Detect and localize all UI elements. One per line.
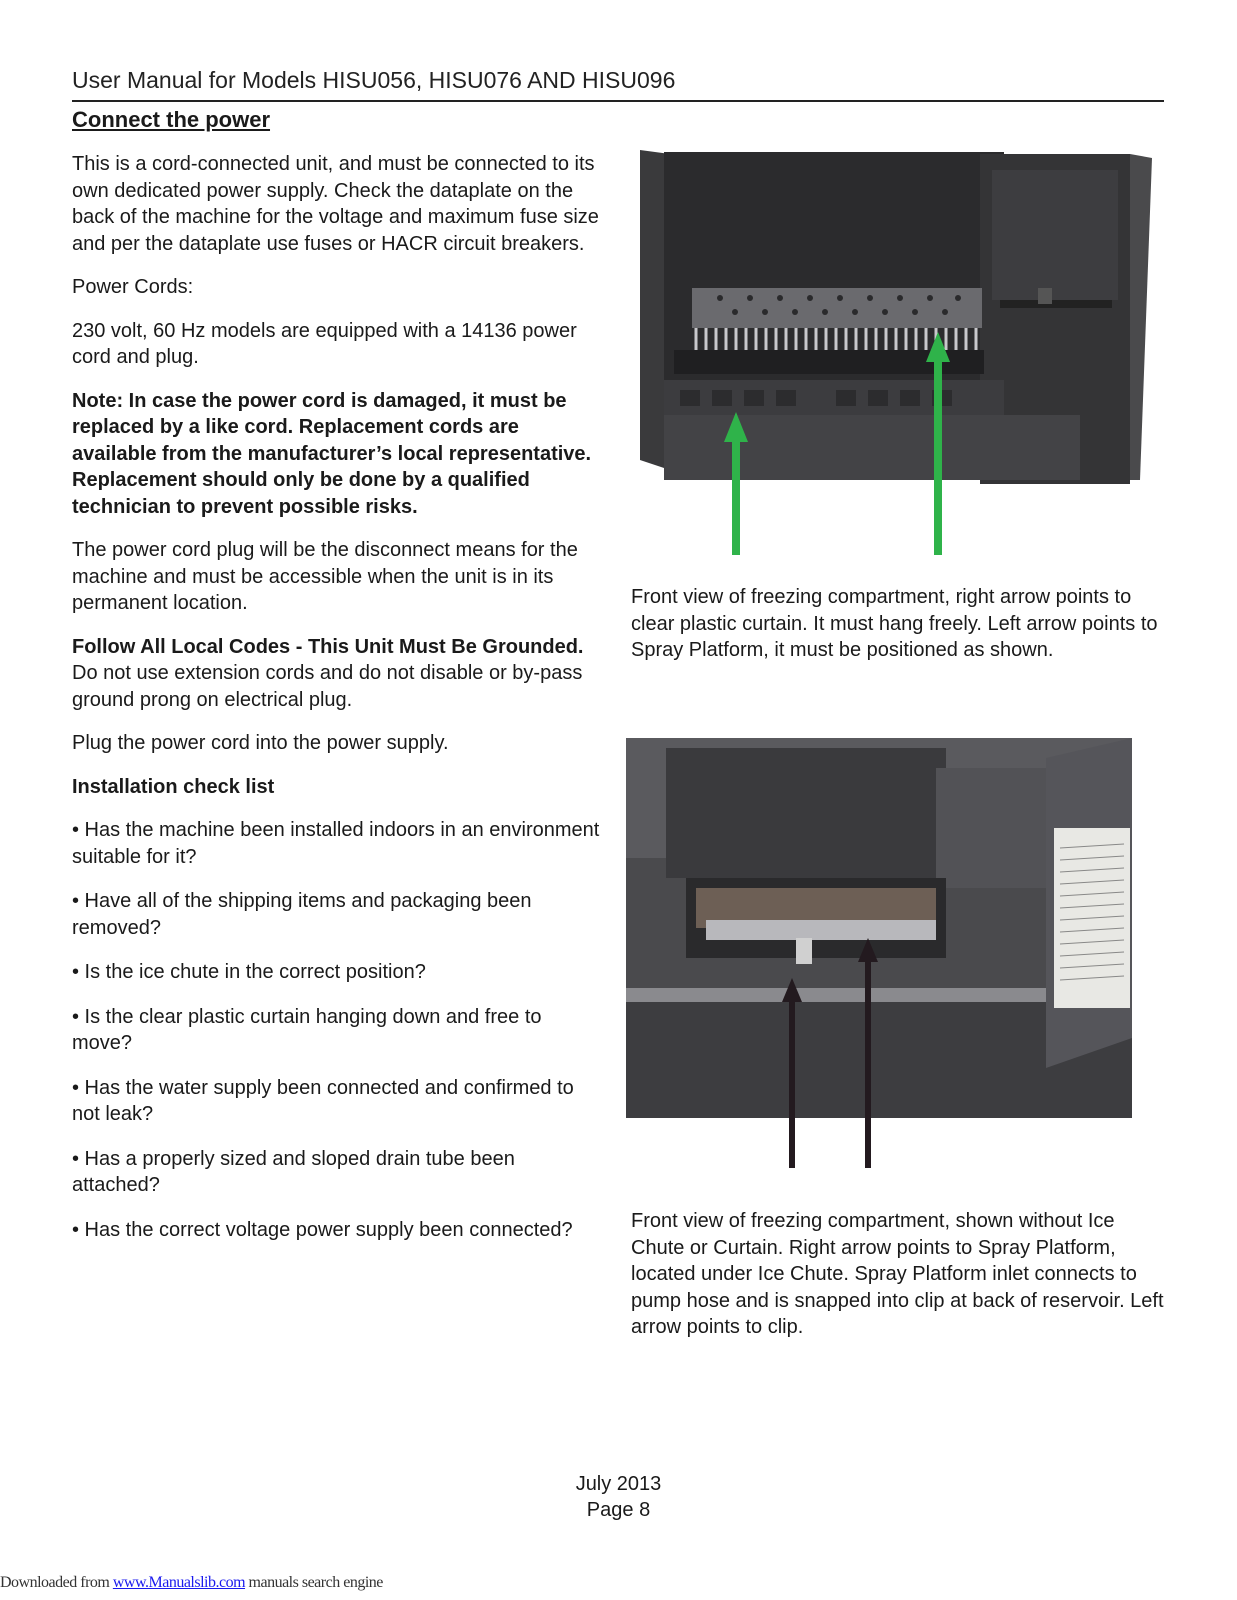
checklist-item: • Is the clear plastic curtain hanging down and free to move? (72, 1005, 542, 1054)
power-cords-label: Power Cords: (72, 276, 194, 298)
codes-text: Do not use extension cords and do not disable or by-pass ground prong on electrical plug. (72, 662, 583, 711)
body-text (72, 151, 607, 1261)
figure-caption-2: Front view of freezing compartment, shown without Ice Chute or Curtain. Right arrow points to Spray Platform, located under Ice Chute. Spray Platform inlet connects to pump hose and is snapped into clip at back of reservoir. Left arrow points to clip. (631, 1210, 1164, 1338)
freezing-compartment-photo (640, 150, 1160, 560)
manualslib-link[interactable]: www.Manualslib.com (112, 1574, 246, 1591)
download-suffix: manuals search engine (245, 1574, 383, 1591)
footer-date: July 2013 (575, 1473, 662, 1495)
plug-in-paragraph: Plug the power cord into the power supply. (72, 732, 449, 754)
page-number: Page 8 (586, 1499, 651, 1521)
codes-paragraph (72, 634, 607, 714)
checklist-item: • Is the ice chute in the correct position? (72, 961, 426, 983)
checklist-item: • Has a properly sized and sloped drain tube been attached? (72, 1147, 515, 1196)
compartment-without-chute-photo (626, 738, 1144, 1178)
figure-caption-1: Front view of freezing compartment, right arrow points to clear plastic curtain. It must hang freely. Left arrow points to Spray Platform, it must be positioned as shown. (631, 586, 1158, 661)
download-prefix: Downloaded from (0, 1574, 113, 1591)
intro-paragraph: This is a cord-connected unit, and must be connected to its own dedicated power supply. Check the dataplate on the back of the machine for the voltage and maximum fuse size and per the dataplate use fuses or HACR circuit breakers. (72, 153, 599, 255)
power-cord-spec: 230 volt, 60 Hz models are equipped with a 14136 power cord and plug. (72, 319, 577, 368)
checklist-item: • Has the machine been installed indoors in an environment suitable for it? (72, 819, 600, 868)
codes-bold-text: Follow All Local Codes - This Unit Must Be Grounded. (72, 635, 584, 658)
checklist (72, 817, 607, 1243)
download-notice (0, 1574, 383, 1592)
disconnect-paragraph: The power cord plug will be the disconnect means for the machine and must be accessible when the unit is in its permanent location. (72, 539, 578, 614)
damage-note: Note: In case the power cord is damaged, it must be replaced by a like cord. Replacement cords are available from the manufacturer’s local representative. Replacement should only be done by a qualified technician to prevent possible risks. (72, 389, 592, 518)
checklist-title: Installation check list (72, 775, 275, 798)
checklist-item: • Has the water supply been connected and confirmed to not leak? (72, 1076, 574, 1125)
header-title: User Manual for Models HISU056, HISU076 AND HISU096 (72, 67, 676, 93)
checklist-item: • Have all of the shipping items and packaging been removed? (72, 890, 532, 939)
section-title: Connect the power (72, 107, 271, 132)
checklist-item: • Has the correct voltage power supply been connected? (72, 1218, 573, 1241)
page-header (72, 66, 1164, 102)
